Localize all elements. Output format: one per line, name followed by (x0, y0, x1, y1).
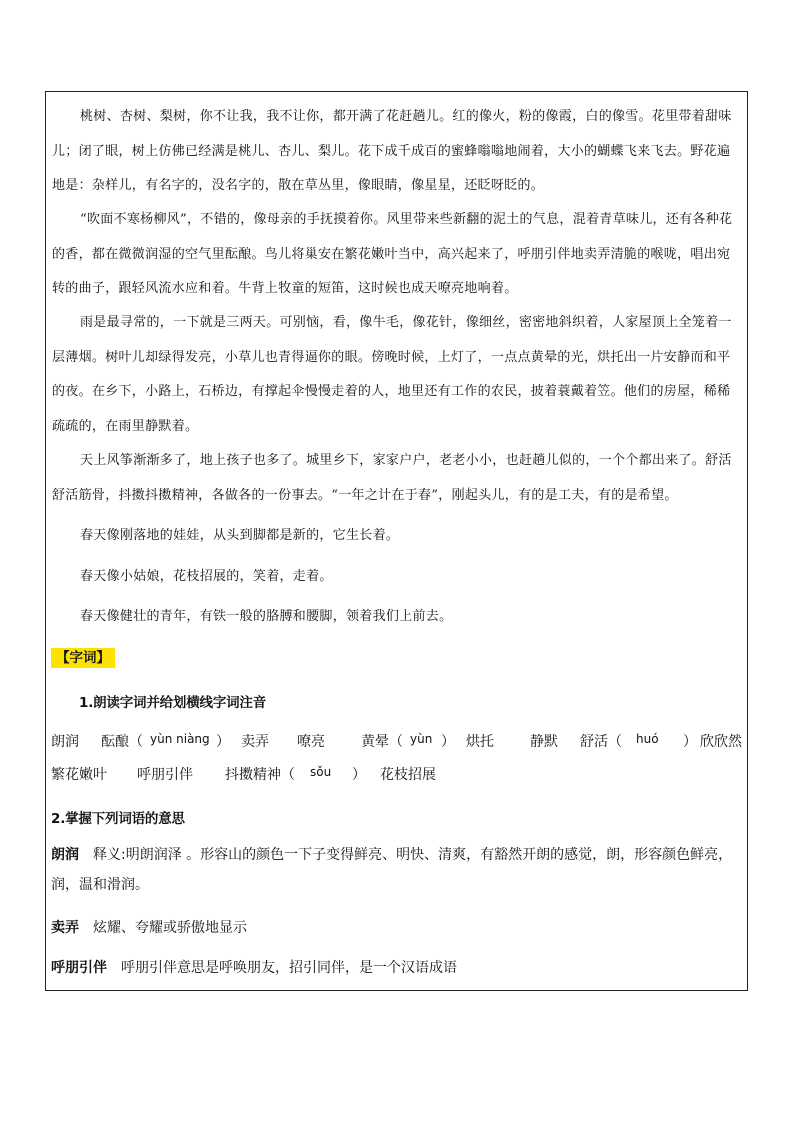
word-shuhuo: 舒活（ (580, 734, 622, 750)
word-huangyun: 黄晕（ (361, 734, 403, 750)
exercise-heading-pronunciation: 1.朗读字词并给划横线字词注音 (79, 695, 267, 711)
definition-term: 呼朋引伴 (51, 960, 107, 976)
bracket-close: ） (683, 734, 697, 750)
word-langrun: 朗润 (51, 734, 79, 750)
passage-paragraph-2: “吹面不寒杨柳风”，不错的，像母亲的手抚摸着你。风里带来些新翻的泥土的气息，混着青草味儿，还有各种花的香，都在微微润湿的空气里酝酿。鸟儿将巢安在繁花嫩叶当中，高兴起来了，呼朋引伴地卖弄清脆的喉咙，唱出宛转的曲子，跟轻风流水应和着。牛背上牧童的短笛，这时候也成天嘹亮地响着。 (52, 212, 733, 296)
definition-term: 朗润 (51, 847, 79, 863)
passage-paragraph-5: 春天像刚落地的娃娃，从头到脚都是新的，它生长着。 (80, 528, 400, 543)
passage-paragraph-3: 雨是最寻常的，一下就是三两天。可别恼，看，像牛毛，像花针，像细丝，密密地斜织着，人家屋顶上全笼着一层薄烟。树叶儿却绿得发亮，小草儿也青得逼你的眼。傍晚时候，上灯了，一点点黄晕的光，烘托出一片安静而和平的夜。在乡下，小路上，石桥边，有撑起伞慢慢走着的人，地里还有工作的农民，披着蓑戴着笠。他们的房屋，稀稀疏疏的，在雨里静默着。 (52, 315, 732, 434)
word-huazhizhaozhan: 花枝招展 (380, 767, 436, 783)
word-hupengyinban: 呼朋引伴 (137, 767, 193, 783)
definition-text: 呼朋引伴意思是呼唤朋友，招引同伴，是一个汉语成语 (121, 960, 457, 976)
word-xinxinran: 欣欣然 (700, 734, 742, 750)
pinyin-yunniang: yùn niàng (150, 732, 210, 746)
word-fanhuanenye: 繁花嫩叶 (51, 767, 107, 783)
section-tag-vocabulary: 【字词】 (51, 648, 115, 668)
pinyin-sou: sǒu (310, 765, 332, 779)
exercise-heading-meanings: 2.掌握下列词语的意思 (51, 811, 185, 827)
word-yunniang: 酝酿（ (101, 734, 143, 750)
definition-langrun (51, 840, 741, 900)
passage-paragraph-7: 春天像健壮的青年，有铁一般的胳膊和腰脚，领着我们上前去。 (80, 609, 453, 624)
definition-term: 卖弄 (51, 920, 79, 936)
definition-hupengyinban (51, 953, 741, 983)
word-jingmo: 静默 (530, 734, 558, 750)
bracket-close: ） (441, 734, 455, 750)
definition-text: 释义:明朗润泽 。形容山的颜色一下子变得鲜亮、明快、清爽，有豁然开朗的感觉，朗，形容颜色鲜亮，润，温和滑润。 (51, 847, 733, 893)
definition-text: 炫耀、夸耀或骄傲地显示 (93, 920, 247, 936)
definition-maino (51, 913, 741, 943)
bracket-close: ） (352, 767, 366, 783)
word-hongtuo: 烘托 (466, 734, 494, 750)
word-liaoliang: 嘹亮 (297, 734, 325, 750)
passage-paragraph-4: 天上风筝渐渐多了，地上孩子也多了。城里乡下，家家户户，老老小小，也赶趟儿似的，一个个都出来了。舒活舒活筋骨，抖擞抖擞精神，各做各的一份事去。“一年之计在于春”，刚起头儿，有的是工夫，有的是希望。 (52, 453, 732, 503)
pinyin-huo: huó (636, 732, 659, 746)
word-dousoujingshen: 抖擞精神（ (225, 767, 295, 783)
pinyin-yun: yùn (410, 732, 433, 746)
bracket-close: ） (216, 734, 230, 750)
passage-paragraph-1: 桃树、杏树、梨树，你不让我，我不让你，都开满了花赶趟儿。红的像火，粉的像霞，白的像雪。花里带着甜味儿；闭了眼，树上仿佛已经满是桃儿、杏儿、梨儿。花下成千成百的蜜蜂嗡嗡地闹着，大小的蝴蝶飞来飞去。野花遍地是：杂样儿，有名字的，没名字的，散在草丛里，像眼睛，像星星，还眨呀眨的。 (52, 109, 732, 193)
passage-paragraph-6: 春天像小姑娘，花枝招展的，笑着，走着。 (80, 569, 333, 584)
word-maino: 卖弄 (241, 734, 269, 750)
